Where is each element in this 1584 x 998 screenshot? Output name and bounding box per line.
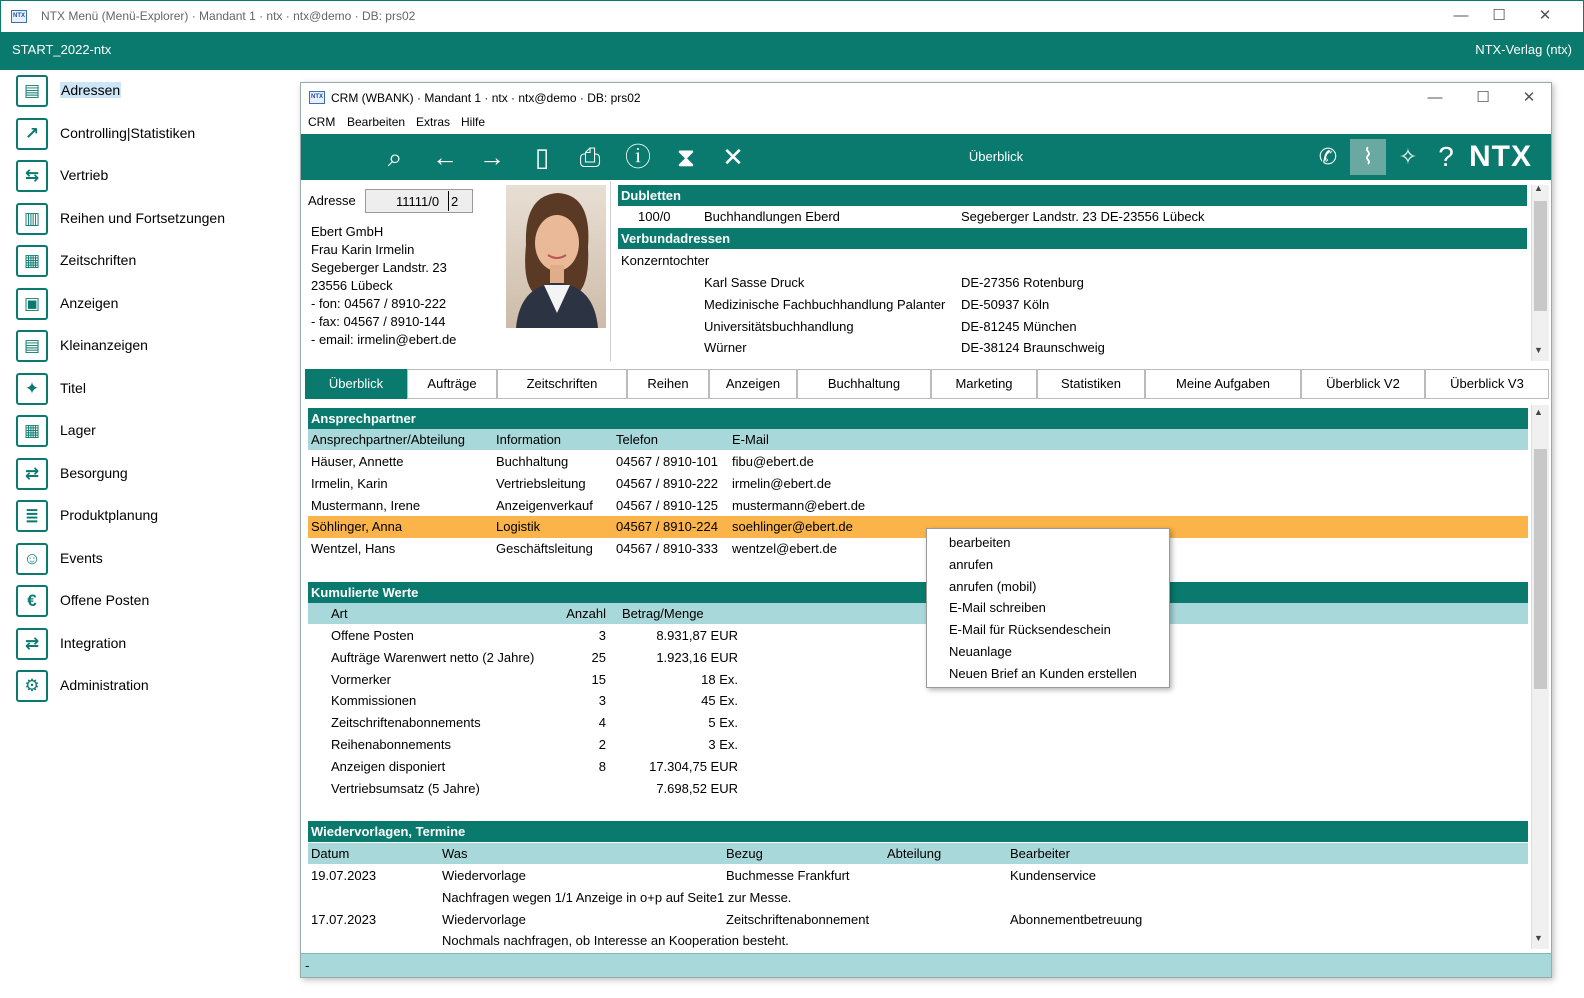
contacts-column: E-Mail bbox=[732, 432, 769, 447]
wiedervorlage-datum: 19.07.2023 bbox=[311, 868, 377, 883]
wiedervorlage-note-row bbox=[308, 930, 1528, 952]
context-menu-item[interactable]: E-Mail für Rücksendeschein bbox=[949, 622, 1111, 638]
small-ad-icon: ▤ bbox=[16, 330, 48, 362]
address-card-icon: ▤ bbox=[16, 75, 48, 107]
sidebar-item[interactable] bbox=[14, 455, 294, 495]
contact-cell: 04567 / 8910-222 bbox=[616, 475, 718, 491]
dubletten-nr: 100/0 bbox=[638, 209, 671, 224]
kumuliert-anzahl: 15 bbox=[591, 671, 606, 687]
sidebar-item-label: Titel bbox=[60, 379, 86, 396]
minimize-button[interactable]: — bbox=[1453, 7, 1469, 24]
toolbar-title: Überblick bbox=[968, 149, 1024, 164]
address-line: - fax: 04567 / 8910-144 bbox=[311, 314, 446, 329]
kumuliert-row[interactable] bbox=[308, 690, 1528, 712]
contacts-column: Telefon bbox=[616, 432, 658, 447]
contact-cell: irmelin@ebert.de bbox=[732, 475, 832, 491]
sidebar-item[interactable] bbox=[14, 200, 294, 240]
sidebar-item[interactable] bbox=[14, 667, 294, 707]
wiedervorlage-row[interactable] bbox=[308, 909, 1528, 931]
menu-hilfe[interactable]: Hilfe bbox=[461, 115, 486, 129]
verbund-address: DE-50937 Köln bbox=[961, 296, 1050, 312]
kumuliert-row[interactable] bbox=[308, 647, 1528, 669]
wiedervorlagen-column: Bezug bbox=[726, 846, 763, 861]
scroll-down-icon[interactable]: ▼ bbox=[1534, 933, 1543, 943]
contacts-column: Ansprechpartner/Abteilung bbox=[311, 432, 465, 447]
sidebar-item-label: Integration bbox=[60, 634, 127, 651]
tab-7[interactable]: Statistiken bbox=[1037, 369, 1145, 399]
sidebar-item[interactable] bbox=[14, 157, 294, 197]
kumuliert-anzahl: 8 bbox=[598, 758, 606, 774]
wiedervorlagen-column: Was bbox=[442, 846, 468, 861]
sidebar-item-label: Vertrieb bbox=[60, 167, 109, 183]
kumuliert-betrag: 7.698,52 EUR bbox=[656, 780, 738, 796]
verbund-name: Würner bbox=[704, 340, 747, 356]
company-label: NTX-Verlag (ntx) bbox=[1475, 42, 1572, 57]
kumuliert-header: Kumulierte Werte bbox=[308, 582, 1528, 603]
kumuliert-anzahl: 4 bbox=[598, 715, 606, 731]
menu-crm[interactable]: CRM bbox=[308, 115, 336, 129]
arrow-right-icon[interactable]: → bbox=[479, 142, 505, 172]
tab-2[interactable]: Zeitschriften bbox=[497, 369, 627, 399]
wiedervorlagen-header: Wiedervorlagen, Termine bbox=[308, 821, 1528, 842]
crm-minimize-button[interactable]: — bbox=[1427, 89, 1443, 106]
sidebar-item-label: Administration bbox=[60, 677, 149, 693]
wiedervorlage-note: Nachfragen wegen 1/1 Anzeige in o+p auf Seite1 zur Messe. bbox=[442, 889, 792, 905]
kumuliert-row[interactable] bbox=[308, 669, 1528, 691]
sidebar-item-label: Anzeigen bbox=[60, 294, 119, 311]
scroll-thumb[interactable] bbox=[1534, 201, 1547, 311]
contact-cell: 04567 / 8910-333 bbox=[616, 541, 718, 557]
sidebar-item[interactable] bbox=[14, 412, 294, 452]
wiedervorlage-bearbeiter: Abonnementbetreuung bbox=[1010, 911, 1143, 927]
outer-title-bar bbox=[0, 0, 1584, 32]
search-icon[interactable]: ⌕ bbox=[387, 142, 403, 172]
sidebar-item-label: Reihen und Fortsetzungen bbox=[60, 209, 225, 226]
kumuliert-art: Aufträge Warenwert netto (2 Jahre) bbox=[331, 649, 535, 665]
verbund-row[interactable] bbox=[618, 272, 1527, 294]
tab-1[interactable]: Aufträge bbox=[407, 369, 497, 399]
kumuliert-art: Anzeigen disponiert bbox=[331, 758, 446, 774]
contact-cell: wentzel@ebert.de bbox=[732, 541, 837, 557]
tab-8[interactable]: Meine Aufgaben bbox=[1145, 369, 1301, 399]
context-menu-item[interactable]: E-Mail schreiben bbox=[949, 600, 1046, 616]
address-number: 11111/0 bbox=[396, 194, 440, 209]
kumuliert-betrag: 3 Ex. bbox=[708, 737, 738, 752]
magazine-icon: ▦ bbox=[16, 245, 48, 277]
integration-arrows-icon: ⇄ bbox=[16, 628, 48, 660]
kumuliert-betrag: 1.923,16 EUR bbox=[656, 649, 738, 665]
tab-9[interactable]: Überblick V2 bbox=[1301, 369, 1425, 399]
kumuliert-anzahl: 3 bbox=[598, 628, 606, 643]
line-chart-icon: ↗ bbox=[16, 118, 48, 150]
tab-3[interactable]: Reihen bbox=[627, 369, 709, 399]
ntx-app-icon: NTX bbox=[309, 91, 325, 104]
kumuliert-row[interactable] bbox=[308, 625, 1528, 647]
contact-row[interactable] bbox=[308, 473, 1528, 495]
attachment-icon[interactable]: ⌇ bbox=[1350, 139, 1386, 175]
tab-0[interactable]: Überblick bbox=[305, 369, 407, 399]
clock-euro-icon: € bbox=[16, 585, 48, 617]
contact-cell: fibu@ebert.de bbox=[732, 454, 814, 469]
hourglass-icon[interactable]: ⧗ bbox=[676, 142, 696, 172]
verbund-address: DE-27356 Rotenburg bbox=[961, 275, 1084, 290]
dubletten-header: Dubletten bbox=[618, 185, 1527, 206]
ad-icon: ▣ bbox=[16, 288, 48, 320]
contact-cell: Vertriebsleitung bbox=[496, 475, 586, 491]
help-icon[interactable]: ? bbox=[1438, 141, 1454, 172]
kumuliert-betrag: 8.931,87 EUR bbox=[656, 628, 738, 643]
context-menu-item[interactable]: anrufen bbox=[949, 556, 994, 572]
tab-6[interactable]: Marketing bbox=[931, 369, 1037, 399]
sidebar-item[interactable] bbox=[14, 115, 294, 155]
address-suffix: 2 bbox=[451, 194, 459, 209]
sidebar-item-label: Events bbox=[60, 549, 103, 566]
sparkle-icon: ✦ bbox=[16, 373, 48, 405]
crm-title-bar bbox=[301, 83, 1551, 113]
contact-cell: soehlinger@ebert.de bbox=[732, 519, 853, 535]
kumuliert-art: Vertriebsumsatz (5 Jahre) bbox=[331, 780, 480, 796]
series-icon: ▥ bbox=[16, 203, 48, 235]
sidebar-item[interactable] bbox=[14, 285, 294, 325]
upper-scrollbar[interactable] bbox=[1531, 185, 1549, 361]
scroll-up-icon[interactable]: ▲ bbox=[1534, 407, 1543, 417]
sidebar-item-label: Kleinanzeigen bbox=[60, 337, 148, 353]
people-icon: ☺ bbox=[16, 543, 48, 575]
sidebar-item-label: Besorgung bbox=[60, 464, 128, 481]
verbund-row[interactable] bbox=[618, 294, 1527, 316]
kumuliert-row[interactable] bbox=[308, 778, 1528, 800]
sidebar-item-label: Produktplanung bbox=[60, 507, 159, 523]
contact-cell: Mustermann, Irene bbox=[311, 497, 421, 513]
contact-row[interactable] bbox=[308, 451, 1528, 473]
kumuliert-anzahl: 3 bbox=[598, 693, 606, 709]
address-line: Frau Karin Irmelin bbox=[311, 242, 415, 257]
contact-cell: Söhlinger, Anna bbox=[311, 519, 403, 535]
address-label: Adresse bbox=[308, 193, 356, 208]
wiedervorlage-note: Nochmals nachfragen, ob Interesse an Kooperation besteht. bbox=[442, 933, 789, 949]
contact-cell: mustermann@ebert.de bbox=[732, 497, 866, 513]
menu-extras[interactable]: Extras bbox=[416, 115, 451, 129]
lower-scrollbar[interactable] bbox=[1531, 405, 1549, 949]
address-number-field[interactable] bbox=[365, 189, 473, 213]
scroll-thumb[interactable] bbox=[1534, 449, 1547, 689]
verbund-header: Verbundadressen bbox=[618, 228, 1527, 249]
address-line: Ebert GmbH bbox=[311, 224, 384, 239]
ntx-logo: NTX bbox=[1469, 140, 1532, 173]
contact-row[interactable] bbox=[308, 538, 1528, 560]
verbund-group: Konzerntochter bbox=[621, 253, 710, 268]
sidebar-item-label: Controlling|Statistiken bbox=[60, 124, 196, 141]
contact-cell: Logistik bbox=[496, 519, 541, 535]
wiedervorlage-datum: 17.07.2023 bbox=[311, 911, 377, 927]
verbund-name: Karl Sasse Druck bbox=[704, 275, 805, 290]
contact-cell: 04567 / 8910-224 bbox=[616, 519, 718, 535]
kumuliert-betrag: 17.304,75 EUR bbox=[649, 758, 738, 774]
verbund-name: Medizinische Fachbuchhandlung Palanter bbox=[704, 296, 946, 312]
dubletten-row[interactable] bbox=[618, 206, 1527, 228]
kumuliert-anzahl: 25 bbox=[591, 649, 606, 665]
sidebar-item-label: Lager bbox=[60, 422, 96, 438]
outer-window-title: NTX Menü (Menü-Explorer) · Mandant 1 · ntx · ntx@demo · DB: prs02 bbox=[41, 9, 416, 23]
address-line: - email: irmelin@ebert.de bbox=[311, 332, 457, 347]
kumuliert-row[interactable] bbox=[308, 756, 1528, 778]
distribution-icon: ⇆ bbox=[16, 160, 48, 192]
kumuliert-betrag: 45 Ex. bbox=[701, 693, 738, 709]
wiedervorlagen-column-header bbox=[308, 843, 1528, 864]
context-menu-item[interactable]: bearbeiten bbox=[949, 535, 1011, 550]
sidebar-item-label: Offene Posten bbox=[60, 592, 150, 608]
contact-cell: Irmelin, Karin bbox=[311, 475, 388, 491]
kumuliert-art: Offene Posten bbox=[331, 628, 414, 643]
sidebar-item-label: Zeitschriften bbox=[60, 252, 137, 268]
wiedervorlage-was: Wiedervorlage bbox=[442, 911, 526, 927]
wiedervorlage-bezug: Zeitschriftenabonnement bbox=[726, 911, 870, 927]
kumuliert-column: Betrag/Menge bbox=[622, 606, 704, 621]
menu-bearbeiten[interactable]: Bearbeiten bbox=[347, 115, 406, 129]
context-menu-item[interactable]: Neuen Brief an Kunden erstellen bbox=[949, 665, 1137, 681]
wiedervorlagen-column: Abteilung bbox=[887, 846, 942, 861]
kumuliert-column-header bbox=[308, 603, 1528, 624]
verbund-address: DE-81245 München bbox=[961, 318, 1077, 334]
wiedervorlage-bearbeiter: Kundenservice bbox=[1010, 868, 1096, 883]
wiedervorlage-row[interactable] bbox=[308, 865, 1528, 887]
wiedervorlage-was: Wiedervorlage bbox=[442, 868, 526, 883]
context-menu-item[interactable]: Neuanlage bbox=[949, 643, 1012, 659]
print-icon[interactable]: ⎙ bbox=[579, 142, 601, 172]
close-record-icon[interactable]: ✕ bbox=[722, 142, 744, 172]
dubletten-address: Segeberger Landstr. 23 DE-23556 Lübeck bbox=[961, 209, 1205, 224]
warehouse-icon: ▦ bbox=[16, 415, 48, 447]
verbund-name: Universitätsbuchhandlung bbox=[704, 318, 854, 334]
address-line: - fon: 04567 / 8910-222 bbox=[311, 296, 447, 311]
new-document-icon[interactable]: ▯ bbox=[534, 142, 550, 172]
scroll-down-icon[interactable]: ▼ bbox=[1534, 345, 1543, 355]
arrow-left-icon[interactable]: ← bbox=[432, 142, 458, 172]
status-text: - bbox=[305, 958, 310, 973]
planning-icon: ≣ bbox=[16, 500, 48, 532]
procurement-icon: ⇄ bbox=[16, 458, 48, 490]
kumuliert-art: Kommissionen bbox=[331, 693, 417, 709]
contact-cell: Anzeigenverkauf bbox=[496, 497, 593, 513]
dubletten-name: Buchhandlungen Eberd bbox=[704, 209, 840, 224]
wiedervorlage-bezug: Buchmesse Frankfurt bbox=[726, 868, 850, 883]
sidebar-item[interactable] bbox=[14, 540, 294, 580]
close-button[interactable]: ✕ bbox=[1538, 7, 1552, 24]
kumuliert-art: Zeitschriftenabonnements bbox=[331, 715, 481, 731]
address-line: Segeberger Landstr. 23 bbox=[311, 260, 447, 275]
tab-10[interactable]: Überblick V3 bbox=[1425, 369, 1549, 399]
kumuliert-art: Vormerker bbox=[331, 671, 391, 687]
contacts-column: Information bbox=[496, 432, 562, 447]
sidebar-item[interactable] bbox=[14, 72, 294, 112]
toolbar bbox=[301, 134, 1551, 180]
verbund-address: DE-38124 Braunschweig bbox=[961, 340, 1105, 356]
header-bar bbox=[0, 32, 1584, 70]
contact-row[interactable] bbox=[308, 516, 1528, 538]
kumuliert-row[interactable] bbox=[308, 712, 1528, 734]
crm-window-title: CRM (WBANK) · Mandant 1 · ntx · ntx@demo · DB: prs02 bbox=[331, 91, 641, 105]
phone-icon[interactable]: ✆ bbox=[1318, 144, 1338, 169]
kumuliert-column: Anzahl bbox=[566, 606, 606, 621]
sidebar-item[interactable] bbox=[14, 242, 294, 282]
wiedervorlagen-column: Datum bbox=[311, 846, 350, 861]
kumuliert-row[interactable] bbox=[308, 734, 1528, 756]
contact-photo bbox=[506, 185, 606, 328]
kumuliert-column: Art bbox=[331, 606, 348, 621]
context-menu bbox=[926, 528, 1170, 688]
contacts-column-header bbox=[308, 429, 1528, 450]
kumuliert-betrag: 18 Ex. bbox=[701, 671, 738, 687]
gear-icon: ⚙ bbox=[16, 670, 48, 702]
context-menu-item[interactable]: anrufen (mobil) bbox=[949, 578, 1037, 594]
sidebar-item[interactable] bbox=[14, 370, 294, 410]
magic-wand-icon[interactable]: ✧ bbox=[1398, 144, 1418, 169]
wiedervorlage-note-row bbox=[308, 887, 1528, 909]
contact-cell: Geschäftsleitung bbox=[496, 541, 593, 557]
tab-5[interactable]: Buchhaltung bbox=[797, 369, 931, 399]
kumuliert-anzahl: 2 bbox=[598, 737, 606, 752]
contact-cell: Wentzel, Hans bbox=[311, 541, 396, 557]
contact-cell: 04567 / 8910-101 bbox=[616, 454, 718, 469]
contact-cell: 04567 / 8910-125 bbox=[616, 497, 718, 513]
contact-row[interactable] bbox=[308, 495, 1528, 517]
sidebar-item[interactable] bbox=[14, 625, 294, 665]
contacts-header: Ansprechpartner bbox=[308, 408, 1528, 429]
ntx-app-icon: NTX bbox=[11, 10, 27, 23]
session-label: START_2022-ntx bbox=[12, 42, 112, 57]
contact-cell: Häuser, Annette bbox=[311, 454, 404, 469]
verbund-row[interactable] bbox=[618, 337, 1527, 359]
info-icon[interactable]: ⓘ bbox=[624, 142, 651, 172]
crm-maximize-button[interactable]: ☐ bbox=[1476, 89, 1490, 106]
maximize-button[interactable]: ☐ bbox=[1492, 7, 1506, 24]
crm-close-button[interactable]: ✕ bbox=[1522, 89, 1536, 106]
sidebar-item[interactable] bbox=[14, 582, 294, 622]
address-line: 23556 Lübeck bbox=[311, 278, 393, 293]
wiedervorlagen-column: Bearbeiter bbox=[1010, 846, 1070, 861]
sidebar-item[interactable] bbox=[14, 497, 294, 537]
status-bar bbox=[301, 953, 1551, 977]
sidebar-item[interactable] bbox=[14, 327, 294, 367]
kumuliert-art: Reihenabonnements bbox=[331, 737, 451, 752]
sidebar-item-label: Adressen bbox=[61, 82, 121, 98]
menu-bar bbox=[301, 113, 1551, 133]
tab-4[interactable]: Anzeigen bbox=[709, 369, 797, 399]
contact-cell: Buchhaltung bbox=[496, 454, 569, 469]
kumuliert-betrag: 5 Ex. bbox=[708, 715, 738, 731]
scroll-up-icon[interactable]: ▲ bbox=[1534, 183, 1543, 193]
verbund-row[interactable] bbox=[618, 316, 1527, 338]
